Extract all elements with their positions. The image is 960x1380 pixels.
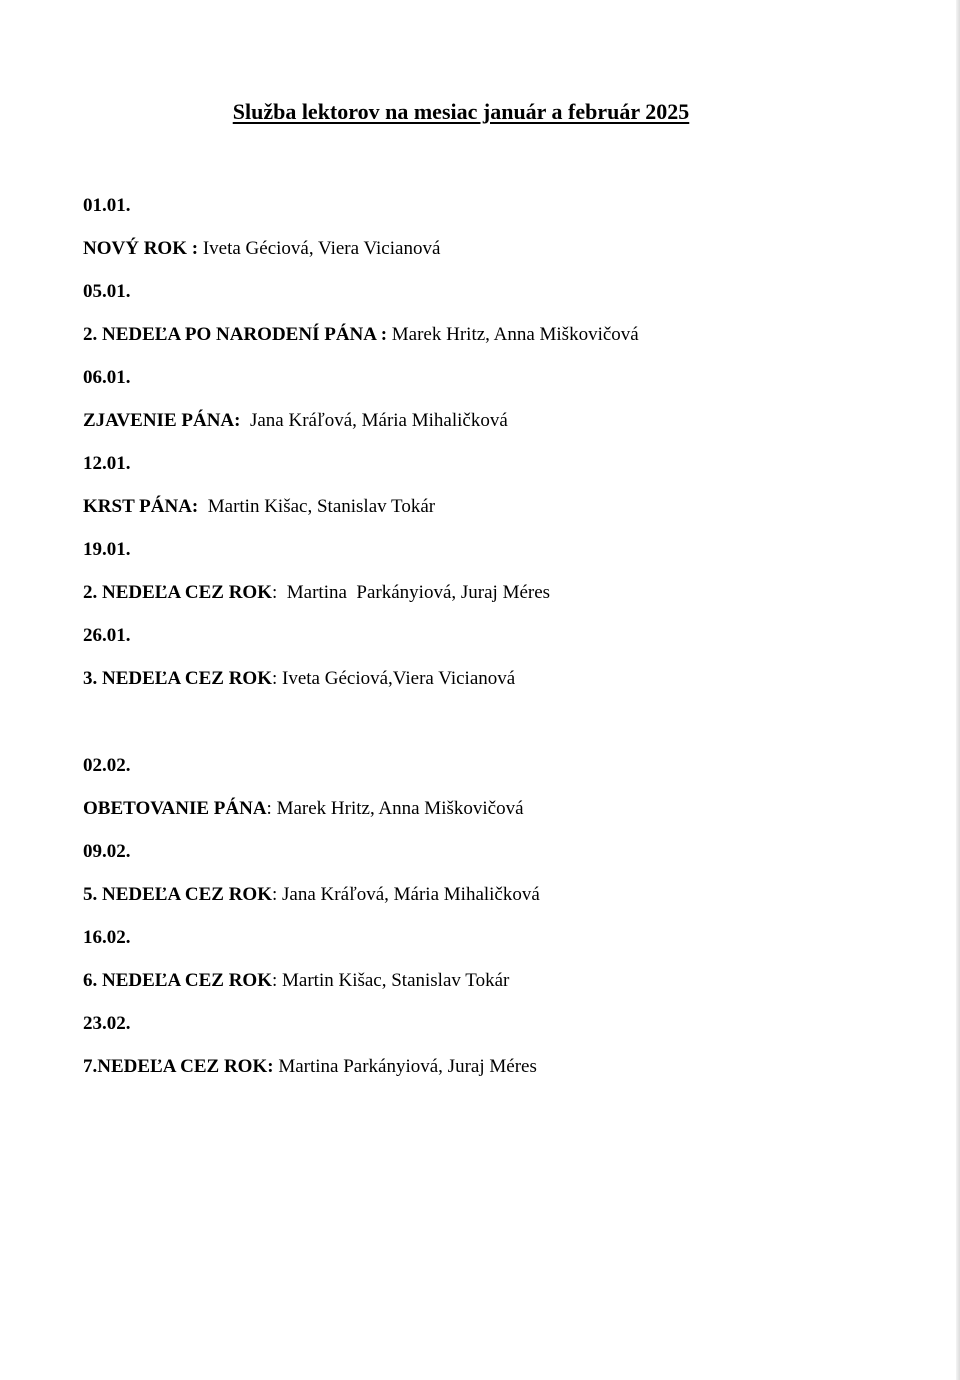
schedule-entry — [83, 321, 903, 364]
schedule-date: 01.01. — [83, 195, 131, 216]
feast-name: 2. NEDEĽA CEZ ROK — [83, 582, 272, 603]
feast-name: KRST PÁNA: — [83, 496, 199, 517]
schedule-entry — [83, 235, 903, 278]
feast-name: ZJAVENIE PÁNA: — [83, 410, 241, 431]
readers: Martina Parkányiová, Juraj Méres — [273, 1056, 537, 1077]
feast-name: 6. NEDEĽA CEZ ROK — [83, 970, 272, 991]
schedule-date: 02.02. — [83, 755, 131, 776]
schedule-entry — [83, 967, 903, 1010]
readers: : Martina Parkányiová, Juraj Méres — [271, 582, 551, 603]
section-gap — [83, 708, 903, 752]
schedule-date: 26.01. — [83, 625, 131, 646]
schedule-date: 23.02. — [83, 1013, 131, 1034]
schedule-date: 12.01. — [83, 453, 131, 474]
readers: Iveta Géciová, Viera Vicianová — [198, 238, 441, 259]
feast-name: OBETOVANIE PÁNA — [83, 798, 267, 819]
schedule-date: 09.02. — [83, 841, 131, 862]
schedule-entry — [83, 1053, 903, 1096]
schedule-entry — [83, 881, 903, 924]
readers: Marek Hritz, Anna Miškovičová — [387, 324, 639, 345]
readers: : Marek Hritz, Anna Miškovičová — [266, 798, 524, 819]
feast-name: 5. NEDEĽA CEZ ROK — [83, 884, 272, 905]
readers: Jana Kráľová, Mária Mihaličková — [240, 410, 508, 431]
feast-name: NOVÝ ROK : — [83, 238, 199, 259]
feast-name: 3. NEDEĽA CEZ ROK — [83, 668, 272, 689]
readers: Martin Kišac, Stanislav Tokár — [198, 496, 436, 517]
feast-name: 7.NEDEĽA CEZ ROK: — [83, 1056, 274, 1077]
readers: : Martin Kišac, Stanislav Tokár — [271, 970, 510, 991]
page-edge — [956, 0, 960, 1380]
schedule-date: 19.01. — [83, 539, 131, 560]
schedule-entry — [83, 795, 903, 838]
schedule-list — [83, 192, 903, 1096]
schedule-date: 05.01. — [83, 281, 131, 302]
readers: : Jana Kráľová, Mária Mihaličková — [271, 884, 540, 905]
feast-name: 2. NEDEĽA PO NARODENÍ PÁNA : — [83, 324, 388, 345]
schedule-entry — [83, 493, 903, 536]
schedule-entry — [83, 665, 903, 708]
document-title — [0, 97, 922, 127]
readers: : Iveta Géciová,Viera Vicianová — [271, 668, 516, 689]
document-title-text: Služba lektorov na mesiac január a február 2025 — [232, 99, 690, 124]
schedule-date: 06.01. — [83, 367, 131, 388]
schedule-entry — [83, 579, 903, 622]
schedule-entry — [83, 407, 903, 450]
schedule-date: 16.02. — [83, 927, 131, 948]
